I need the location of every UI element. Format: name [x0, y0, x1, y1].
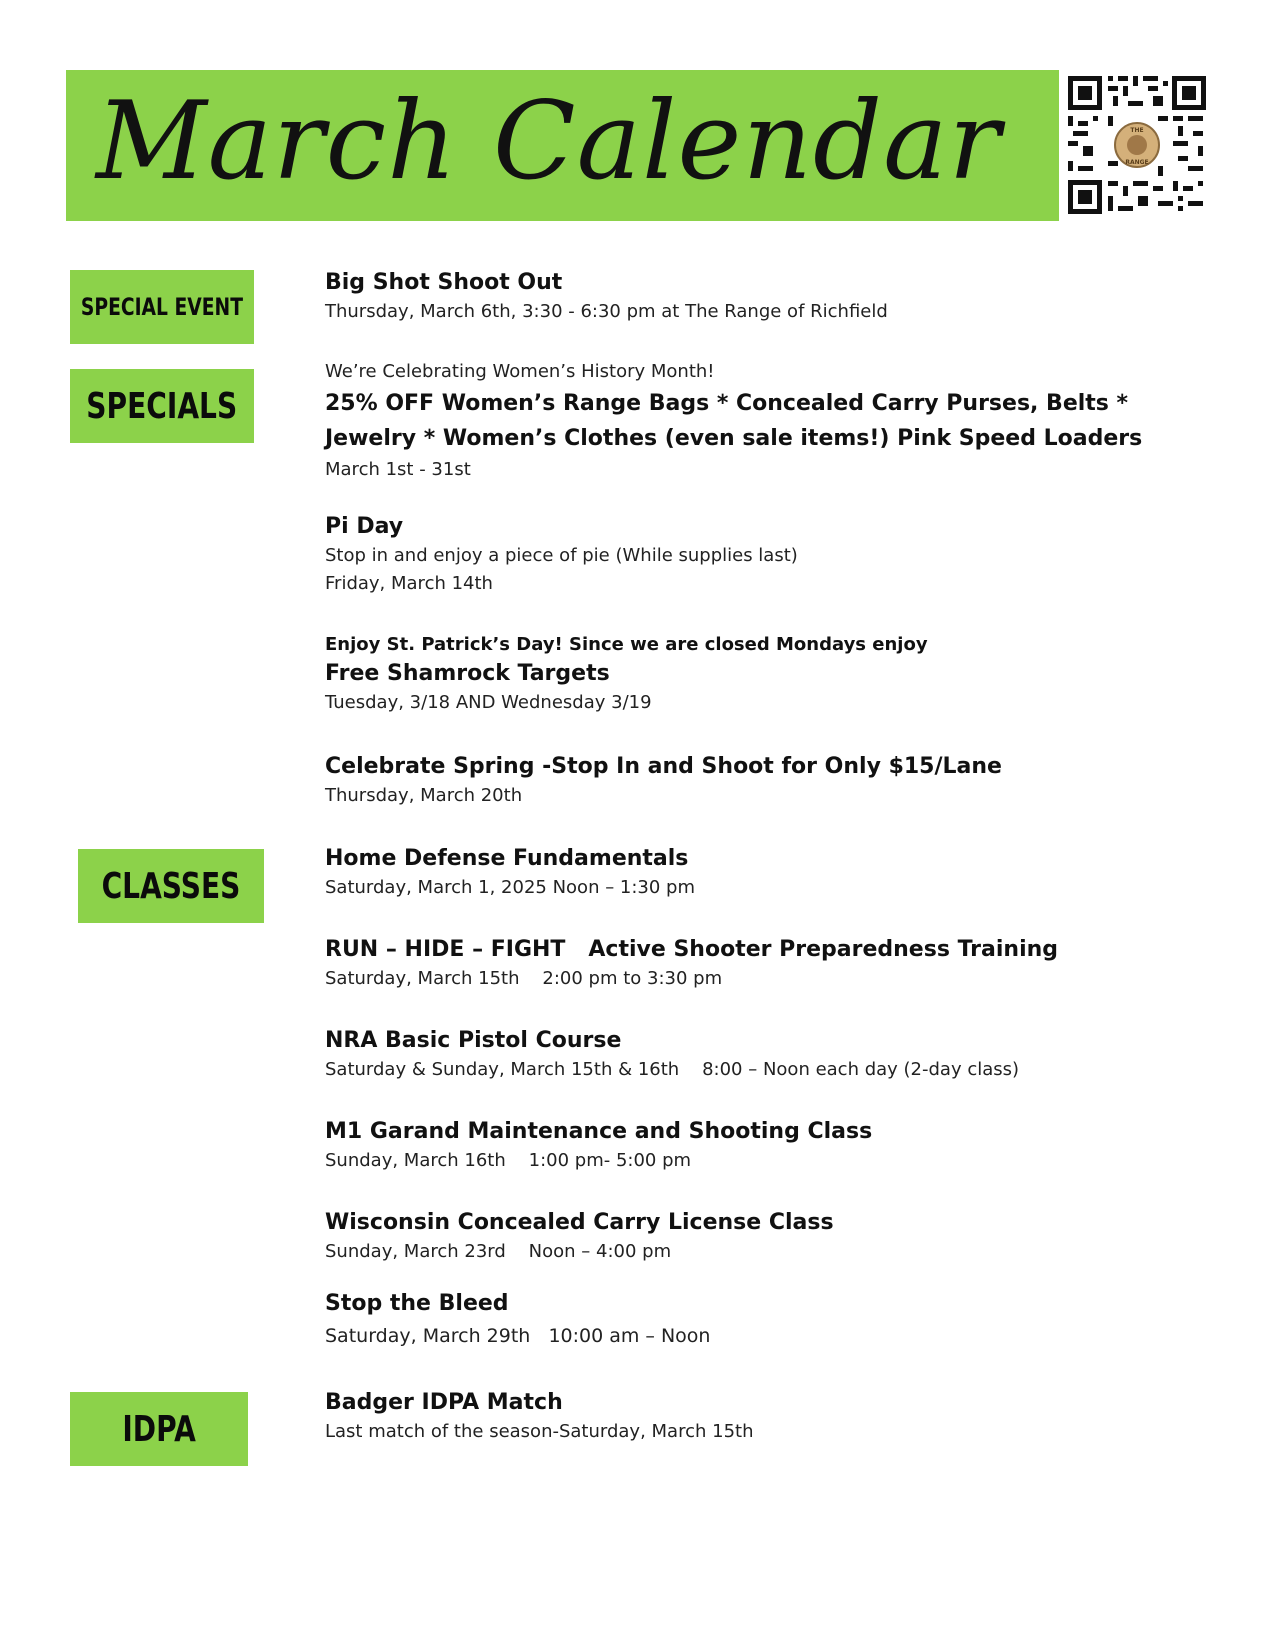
class-title: M1 Garand Maintenance and Shooting Class: [325, 1119, 873, 1144]
special-title: Celebrate Spring -Stop In and Shoot for Only $15/Lane: [325, 754, 1002, 779]
class-detail: Saturday, March 15th 2:00 pm to 3:30 pm: [325, 968, 723, 989]
class-title: NRA Basic Pistol Course: [325, 1028, 622, 1053]
idpa-label: IDPA: [70, 1392, 248, 1466]
svg-text:RANGE: RANGE: [1125, 159, 1149, 166]
class-m1-garand: [325, 1117, 1225, 1175]
class-title: Home Defense Fundamentals: [325, 846, 689, 871]
special-dates: Tuesday, 3/18 AND Wednesday 3/19: [325, 692, 652, 713]
class-detail: Sunday, March 23rd Noon – 4:00 pm: [325, 1241, 672, 1262]
idpa-title: Badger IDPA Match: [325, 1390, 563, 1415]
special-detail: Stop in and enjoy a piece of pie (While supplies last): [325, 545, 798, 566]
class-stop-the-bleed: [325, 1287, 1225, 1351]
special-date: Thursday, March 20th: [325, 785, 523, 806]
special-intro: Enjoy St. Patrick’s Day! Since we are closed Mondays enjoy: [325, 634, 928, 655]
class-nra-basic-pistol: [325, 1026, 1225, 1084]
special-st-patricks: [325, 631, 1225, 717]
special-celebrate-spring: [325, 752, 1225, 810]
special-intro: We’re Celebrating Women’s History Month!: [325, 361, 715, 382]
special-title: Pi Day: [325, 514, 404, 539]
classes-label: CLASSES: [78, 849, 264, 923]
event-title: Big Shot Shoot Out: [325, 270, 563, 295]
special-title: 25% OFF Women’s Range Bags * Concealed Carry Purses, Belts * Jewelry * Women’s Clothes (even sale items!) Pink Speed Loaders: [325, 391, 1143, 451]
event-detail: Thursday, March 6th, 3:30 - 6:30 pm at The Range of Richfield: [325, 301, 888, 322]
header-banner: [66, 70, 1059, 221]
special-womens-history-month: [325, 358, 1225, 484]
class-detail: Saturday, March 29th 10:00 am – Noon: [325, 1325, 711, 1347]
idpa-badger-match: [325, 1388, 1225, 1446]
idpa-detail: Last match of the season-Saturday, March 15th: [325, 1421, 754, 1442]
page-title: March Calendar: [96, 79, 1002, 204]
class-wisconsin-ccl: [325, 1208, 1225, 1266]
special-event-label: SPECIAL EVENT: [70, 270, 254, 344]
class-run-hide-fight: [325, 935, 1225, 993]
special-date: Friday, March 14th: [325, 573, 493, 594]
special-pi-day: [325, 512, 1225, 598]
class-detail: Saturday & Sunday, March 15th & 16th 8:00 – Noon each day (2-day class): [325, 1059, 1020, 1080]
special-title: Free Shamrock Targets: [325, 661, 610, 686]
svg-text:THE: THE: [1130, 127, 1144, 134]
event-big-shot-shoot-out: [325, 268, 1225, 326]
class-title: Wisconsin Concealed Carry License Class: [325, 1210, 834, 1235]
class-title: RUN – HIDE – FIGHT Active Shooter Preparedness Training: [325, 937, 1059, 962]
specials-label: SPECIALS: [70, 369, 254, 443]
class-title: Stop the Bleed: [325, 1291, 509, 1316]
class-home-defense: [325, 844, 1225, 902]
qr-code-icon: [1066, 74, 1208, 216]
class-detail: Sunday, March 16th 1:00 pm- 5:00 pm: [325, 1150, 692, 1171]
class-detail: Saturday, March 1, 2025 Noon – 1:30 pm: [325, 877, 696, 898]
special-dates: March 1st - 31st: [325, 459, 471, 480]
